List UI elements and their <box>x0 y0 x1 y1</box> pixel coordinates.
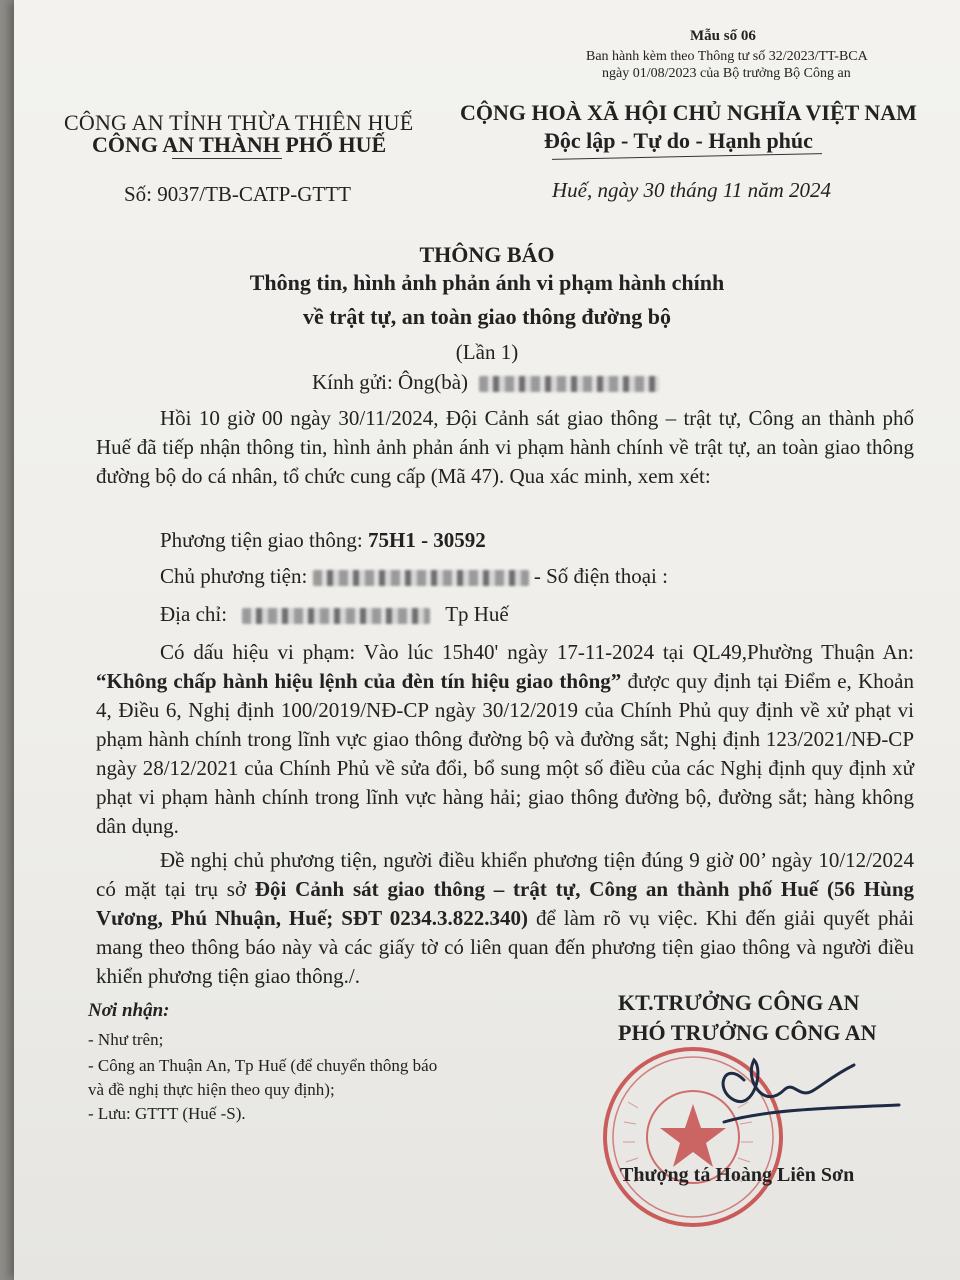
signature-title: KT.TRƯỞNG CÔNG AN <box>618 990 860 1015</box>
notice-count: (Lần 1) <box>455 340 519 364</box>
violation-legal-basis: được quy định tại Điểm e, Khoản 4, Điều 6, Nghị định 100/2019/NĐ-CP ngày 30/12/2019 của Chính Phủ quy định về xử phạt vi phạm hành chính trong lĩnh vực giao thông đường bộ và đường sắt; Nghị định 123/2021/NĐ-CP ngày 28/12/2021 của Chính Phủ về sửa đổi, bổ sung một số điều của các Nghị định quy định xử phạt vi phạm hành chính trong lĩnh vực hàng hải; giao thông đường bộ, đường sắt; hàng không dân dụng. <box>96 669 914 838</box>
address-label: Địa chỉ: <box>160 602 228 626</box>
recipient-item: - Lưu: GTTT (Huế -S). <box>88 1104 246 1123</box>
issuance-line-1: Ban hành kèm theo Thông tư số 32/2023/TT-BCA <box>586 49 868 64</box>
signature-position: PHÓ TRƯỞNG CÔNG AN <box>618 1020 877 1045</box>
address-city: Tp Huế <box>445 602 509 626</box>
recipient-item: và đề nghị thực hiện theo quy định); <box>88 1080 335 1099</box>
agency-name: CÔNG AN THÀNH PHỐ HUẾ <box>92 132 387 157</box>
document-subtitle-2: về trật tự, an toàn giao thông đường bộ <box>302 304 671 329</box>
vehicle-line <box>160 528 486 553</box>
signer-name: Thượng tá Hoàng Liên Sơn <box>620 1164 855 1186</box>
addressee-label: Kính gửi: Ông(bà) <box>312 370 469 394</box>
vehicle-label: Phương tiện giao thông: <box>160 528 368 552</box>
recipients-label: Nơi nhận: <box>88 1000 170 1021</box>
document-page <box>14 0 960 1280</box>
request-office: Đội Cảnh sát giao thông – trật tự, Công an thành phố Huế (56 Hùng Vương, Phú Nhuận, Huế; SĐT 0234.3.822.340) <box>96 877 914 930</box>
form-number: Mẫu số 06 <box>690 28 756 44</box>
violation-intro: Có dấu hiệu vi phạm: Vào lúc 15h40' ngày 17-11-2024 tại QL49,Phường Thuận An: <box>160 640 914 664</box>
paragraph-violation <box>96 638 914 841</box>
owner-label: Chủ phương tiện: <box>160 564 308 588</box>
recipient-item: - Như trên; <box>88 1030 164 1049</box>
document-subtitle-1: Thông tin, hình ảnh phản ánh vi phạm hành chính <box>249 270 725 295</box>
national-motto: Độc lập - Tự do - Hạnh phúc <box>544 128 813 153</box>
agency-underline <box>172 158 282 159</box>
paragraph-request <box>96 846 914 991</box>
document-title: THÔNG BÁO <box>419 242 555 267</box>
national-title: CỘNG HOÀ XÃ HỘI CHỦ NGHĨA VIỆT NAM <box>460 100 917 125</box>
request-intro: Đề nghị chủ phương tiện, người điều khiển phương tiện đúng 9 giờ 00’ ngày 10/12/2024 có mặt tại trụ sở <box>96 848 914 901</box>
request-instructions: để làm rõ vụ việc. Khi đến giải quyết phải mang theo thông báo này và các giấy tờ có liên quan đến phương tiện giao thông và người điều khiển phương tiện giao thông./. <box>96 906 914 988</box>
issuance-line-2: ngày 01/08/2023 của Bộ trưởng Bộ Công an <box>602 66 851 81</box>
owner-line <box>160 564 668 589</box>
addressee <box>312 370 659 395</box>
address-line <box>160 602 509 627</box>
redacted-name <box>479 376 659 392</box>
redacted-owner <box>313 570 529 586</box>
paragraph-intro: Hồi 10 giờ 00 ngày 30/11/2024, Đội Cảnh sát giao thông – trật tự, Công an thành phố Huế đã tiếp nhận thông tin, hình ảnh phản ánh vi phạm hành chính về trật tự, an toàn giao thông đường bộ do cá nhân, tổ chức cung cấp (Mã 47). Qua xác minh, xem xét: <box>96 406 914 488</box>
vehicle-plate: 75H1 - 30592 <box>367 528 486 552</box>
handwritten-signature <box>704 1050 904 1140</box>
agency-parent: CÔNG AN TỈNH THỪA THIÊN HUẾ <box>64 110 414 135</box>
recipient-item: - Công an Thuận An, Tp Huế (để chuyển thông báo <box>88 1056 438 1075</box>
violation-name: “Không chấp hành hiệu lệnh của đèn tín hiệu giao thông” <box>96 669 622 693</box>
redacted-address <box>242 608 430 624</box>
issuance-note <box>586 48 868 82</box>
phone-label: - Số điện thoại : <box>533 564 668 588</box>
place-date: Huế, ngày 30 tháng 11 năm 2024 <box>552 178 831 202</box>
motto-underline <box>552 153 822 160</box>
document-number: Số: 9037/TB-CATP-GTTT <box>124 182 351 206</box>
